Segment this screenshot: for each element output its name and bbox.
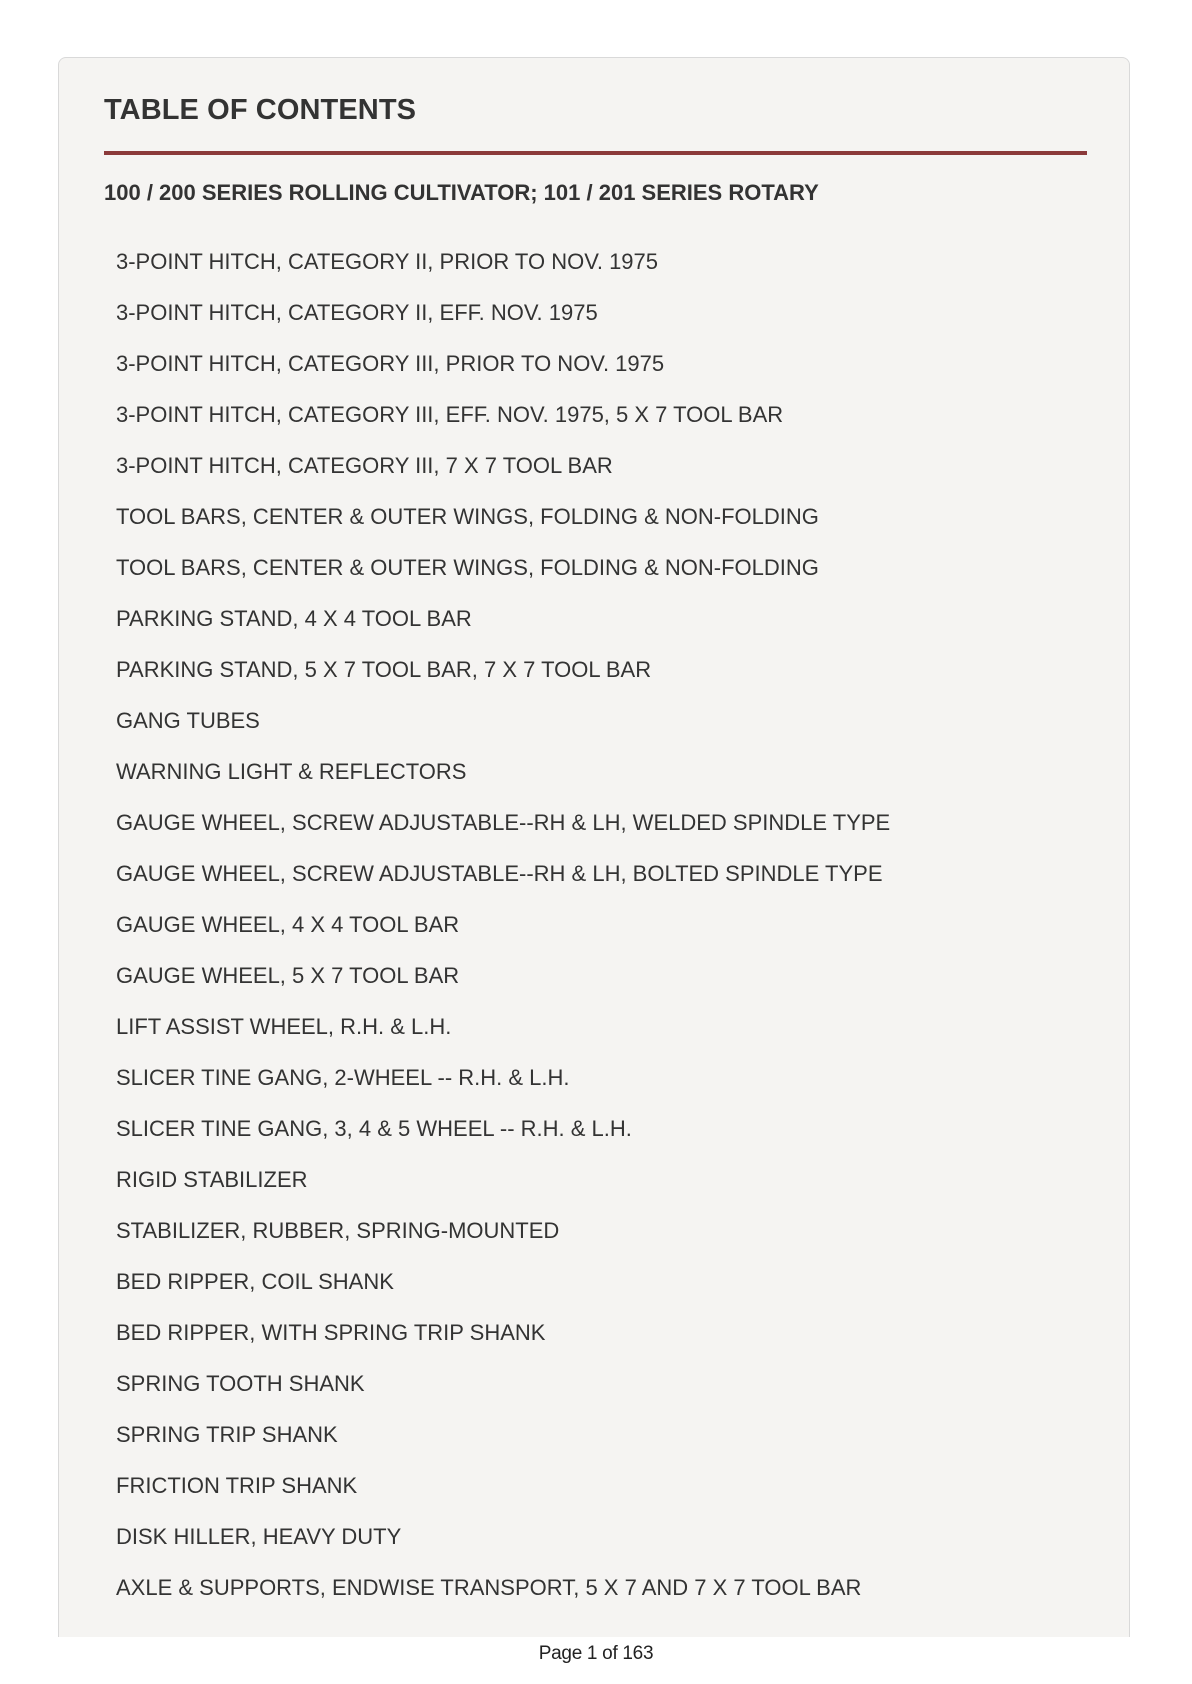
toc-entry[interactable]: GAUGE WHEEL, 5 X 7 TOOL BAR xyxy=(116,963,460,988)
toc-entry[interactable]: PARKING STAND, 5 X 7 TOOL BAR, 7 X 7 TOOL BAR xyxy=(116,657,652,682)
toc-entry[interactable]: SLICER TINE GANG, 3, 4 & 5 WHEEL -- R.H. & L.H. xyxy=(116,1116,632,1141)
toc-entry[interactable]: GAUGE WHEEL, 4 X 4 TOOL BAR xyxy=(116,912,460,937)
toc-entry[interactable]: GAUGE WHEEL, SCREW ADJUSTABLE--RH & LH, BOLTED SPINDLE TYPE xyxy=(116,861,883,886)
toc-entry[interactable]: STABILIZER, RUBBER, SPRING-MOUNTED xyxy=(116,1218,560,1243)
toc-entry[interactable]: PARKING STAND, 4 X 4 TOOL BAR xyxy=(116,606,472,631)
page-number: Page 1 of 163 xyxy=(538,1643,654,1664)
toc-entry[interactable]: GAUGE WHEEL, SCREW ADJUSTABLE--RH & LH, WELDED SPINDLE TYPE xyxy=(116,810,891,835)
section-heading: 100 / 200 SERIES ROLLING CULTIVATOR; 101 / 201 SERIES ROTARY xyxy=(104,180,819,205)
toc-entry[interactable]: GANG TUBES xyxy=(116,708,260,733)
toc-entry[interactable]: BED RIPPER, WITH SPRING TRIP SHANK xyxy=(116,1320,546,1345)
toc-list xyxy=(116,244,890,1621)
toc-entry[interactable]: FRICTION TRIP SHANK xyxy=(116,1473,358,1498)
page-title: TABLE OF CONTENTS xyxy=(104,94,417,126)
toc-entry[interactable]: 3-POINT HITCH, CATEGORY III, 7 X 7 TOOL BAR xyxy=(116,453,613,478)
toc-entry[interactable]: LIFT ASSIST WHEEL, R.H. & L.H. xyxy=(116,1014,452,1039)
toc-entry[interactable]: 3-POINT HITCH, CATEGORY II, PRIOR TO NOV. 1975 xyxy=(116,249,659,274)
toc-entry[interactable]: DISK HILLER, HEAVY DUTY xyxy=(116,1524,402,1549)
toc-entry[interactable]: SPRING TRIP SHANK xyxy=(116,1422,338,1447)
toc-entry[interactable]: 3-POINT HITCH, CATEGORY II, EFF. NOV. 1975 xyxy=(116,300,598,325)
toc-entry[interactable]: 3-POINT HITCH, CATEGORY III, EFF. NOV. 1975, 5 X 7 TOOL BAR xyxy=(116,402,784,427)
toc-entry[interactable]: BED RIPPER, COIL SHANK xyxy=(116,1269,394,1294)
toc-entry[interactable]: 3-POINT HITCH, CATEGORY III, PRIOR TO NOV. 1975 xyxy=(116,351,665,376)
toc-entry[interactable]: AXLE & SUPPORTS, ENDWISE TRANSPORT, 5 X 7 AND 7 X 7 TOOL BAR xyxy=(116,1575,862,1600)
toc-entry[interactable]: SLICER TINE GANG, 2-WHEEL -- R.H. & L.H. xyxy=(116,1065,570,1090)
toc-panel xyxy=(58,57,1130,1637)
toc-entry[interactable]: TOOL BARS, CENTER & OUTER WINGS, FOLDING & NON-FOLDING xyxy=(116,555,819,580)
toc-entry[interactable]: TOOL BARS, CENTER & OUTER WINGS, FOLDING & NON-FOLDING xyxy=(116,504,819,529)
toc-entry[interactable]: SPRING TOOTH SHANK xyxy=(116,1371,365,1396)
title-divider xyxy=(104,151,1087,155)
toc-entry[interactable]: RIGID STABILIZER xyxy=(116,1167,308,1192)
toc-entry[interactable]: WARNING LIGHT & REFLECTORS xyxy=(116,759,467,784)
